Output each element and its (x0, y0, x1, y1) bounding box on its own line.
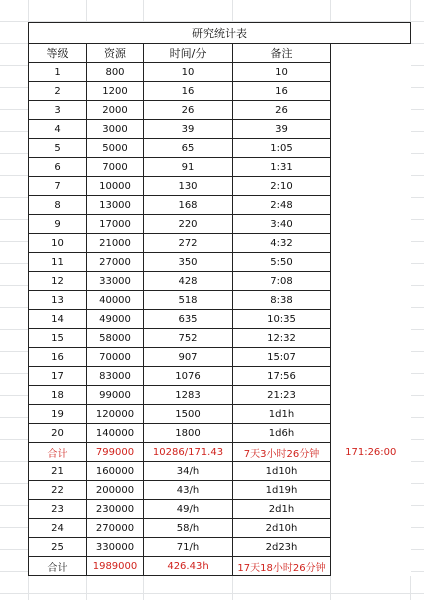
table-cell[interactable]: 99000 (87, 386, 144, 405)
header-cell[interactable]: 等级 (29, 44, 87, 63)
table-row (29, 291, 411, 310)
total-resource-cell[interactable]: 799000 (87, 443, 144, 462)
table-cell[interactable]: 1800 (144, 424, 233, 443)
table-cell[interactable]: 272 (144, 234, 233, 253)
table-cell[interactable]: 10 (233, 63, 331, 82)
table-cell[interactable]: 17000 (87, 215, 144, 234)
table-cell[interactable]: 10 (144, 63, 233, 82)
table-cell[interactable]: 12:32 (233, 329, 331, 348)
empty-cell[interactable] (331, 139, 411, 158)
table-cell[interactable]: 120000 (87, 405, 144, 424)
table-row (29, 348, 411, 367)
table-cell[interactable]: 200000 (87, 481, 144, 500)
table-cell[interactable]: 1:05 (233, 139, 331, 158)
table-cell[interactable]: 26 (144, 101, 233, 120)
table-cell[interactable]: 3:40 (233, 215, 331, 234)
empty-cell[interactable] (331, 481, 411, 500)
table-row (29, 310, 411, 329)
table-cell[interactable]: 43/h (144, 481, 233, 500)
header-cell[interactable]: 时间/分 (144, 44, 233, 63)
table-cell[interactable]: 7:08 (233, 272, 331, 291)
table-cell[interactable]: 752 (144, 329, 233, 348)
table-cell[interactable]: 2:10 (233, 177, 331, 196)
table-cell[interactable]: 2d1h (233, 500, 331, 519)
table-cell[interactable]: 8 (29, 196, 87, 215)
table-row (29, 196, 411, 215)
table-row (29, 234, 411, 253)
table-cell[interactable]: 907 (144, 348, 233, 367)
table-cell[interactable]: 5:50 (233, 253, 331, 272)
empty-cell[interactable] (331, 462, 411, 481)
empty-cell[interactable] (331, 310, 411, 329)
table-cell[interactable]: 1d10h (233, 462, 331, 481)
table-row (29, 139, 411, 158)
table-cell[interactable]: 16 (144, 82, 233, 101)
subtotal-row (29, 443, 411, 462)
header-cell[interactable]: 备注 (233, 44, 331, 63)
empty-cell[interactable] (331, 519, 411, 538)
table-cell[interactable]: 800 (87, 63, 144, 82)
table-cell[interactable]: 22 (29, 481, 87, 500)
table-cell[interactable]: 13000 (87, 196, 144, 215)
table-cell[interactable]: 1d6h (233, 424, 331, 443)
table-cell[interactable]: 140000 (87, 424, 144, 443)
empty-cell[interactable] (331, 158, 411, 177)
table-cell[interactable]: 2 (29, 82, 87, 101)
table-cell[interactable]: 91 (144, 158, 233, 177)
table-cell[interactable]: 168 (144, 196, 233, 215)
table-cell[interactable]: 1500 (144, 405, 233, 424)
table-cell[interactable]: 7 (29, 177, 87, 196)
table-cell[interactable]: 26 (233, 101, 331, 120)
table-cell[interactable]: 1200 (87, 82, 144, 101)
empty-cell[interactable] (331, 196, 411, 215)
grand-total-row (29, 557, 411, 576)
table-cell[interactable]: 13 (29, 291, 87, 310)
table-cell[interactable]: 16 (233, 82, 331, 101)
header-row (29, 44, 411, 63)
table-cell[interactable]: 39 (144, 120, 233, 139)
table-cell[interactable]: 7000 (87, 158, 144, 177)
table-cell[interactable]: 10 (29, 234, 87, 253)
table-title[interactable]: 研究统计表 (29, 23, 411, 44)
table-row (29, 253, 411, 272)
empty-cell[interactable] (331, 538, 411, 557)
table-cell[interactable]: 5000 (87, 139, 144, 158)
table-cell[interactable]: 3 (29, 101, 87, 120)
table-cell[interactable]: 49/h (144, 500, 233, 519)
table-row (29, 462, 411, 481)
table-cell[interactable]: 5 (29, 139, 87, 158)
table-row (29, 405, 411, 424)
empty-cell[interactable] (331, 177, 411, 196)
empty-cell[interactable] (331, 348, 411, 367)
table-cell[interactable]: 130 (144, 177, 233, 196)
table-cell[interactable]: 27000 (87, 253, 144, 272)
table-cell[interactable]: 34/h (144, 462, 233, 481)
research-stats-table (28, 22, 411, 576)
table-row (29, 82, 411, 101)
table-row (29, 500, 411, 519)
total-label-cell[interactable]: 合计 (29, 443, 87, 462)
table-cell[interactable]: 58000 (87, 329, 144, 348)
table-row (29, 158, 411, 177)
empty-cell[interactable] (331, 234, 411, 253)
table-cell[interactable]: 428 (144, 272, 233, 291)
table-cell[interactable]: 1d19h (233, 481, 331, 500)
table-cell[interactable]: 6 (29, 158, 87, 177)
empty-cell[interactable] (331, 557, 411, 576)
table-cell[interactable]: 220 (144, 215, 233, 234)
table-row (29, 215, 411, 234)
empty-cell[interactable] (331, 120, 411, 139)
table-row (29, 367, 411, 386)
total-note-cell[interactable]: 7天3小时26分钟 (233, 443, 331, 462)
title-row (29, 23, 411, 44)
total-label-cell[interactable]: 合计 (29, 557, 87, 576)
table-row (29, 63, 411, 82)
table-cell[interactable]: 17 (29, 367, 87, 386)
table-cell[interactable]: 1283 (144, 386, 233, 405)
table-row (29, 101, 411, 120)
table-cell[interactable]: 12 (29, 272, 87, 291)
empty-cell[interactable] (331, 82, 411, 101)
table-cell[interactable]: 15 (29, 329, 87, 348)
table-cell[interactable]: 21:23 (233, 386, 331, 405)
table-cell[interactable]: 15:07 (233, 348, 331, 367)
table-row (29, 177, 411, 196)
table-cell[interactable]: 14 (29, 310, 87, 329)
table-cell[interactable]: 40000 (87, 291, 144, 310)
empty-cell[interactable] (331, 215, 411, 234)
empty-cell[interactable] (331, 405, 411, 424)
table-cell[interactable]: 19 (29, 405, 87, 424)
table-cell[interactable]: 21 (29, 462, 87, 481)
table-row (29, 519, 411, 538)
table-cell[interactable]: 230000 (87, 500, 144, 519)
empty-cell[interactable] (331, 101, 411, 120)
table-cell[interactable]: 2000 (87, 101, 144, 120)
table-cell[interactable]: 350 (144, 253, 233, 272)
table-row (29, 120, 411, 139)
table-cell[interactable]: 4:32 (233, 234, 331, 253)
table-cell[interactable]: 518 (144, 291, 233, 310)
table-cell[interactable]: 635 (144, 310, 233, 329)
empty-cell[interactable] (331, 44, 411, 63)
total-time-cell[interactable]: 426.43h (144, 557, 233, 576)
table-cell[interactable]: 10:35 (233, 310, 331, 329)
total-note-cell[interactable]: 17天18小时26分钟 (233, 557, 331, 576)
table-cell[interactable]: 18 (29, 386, 87, 405)
table-cell[interactable]: 83000 (87, 367, 144, 386)
table-cell[interactable]: 2d23h (233, 538, 331, 557)
empty-cell[interactable] (331, 329, 411, 348)
table-row (29, 538, 411, 557)
table-cell[interactable]: 70000 (87, 348, 144, 367)
table-cell[interactable]: 1 (29, 63, 87, 82)
table-cell[interactable]: 21000 (87, 234, 144, 253)
empty-cell[interactable] (331, 500, 411, 519)
table-cell[interactable]: 270000 (87, 519, 144, 538)
table-cell[interactable]: 24 (29, 519, 87, 538)
table-cell[interactable]: 33000 (87, 272, 144, 291)
table-cell[interactable]: 23 (29, 500, 87, 519)
table-cell[interactable]: 8:38 (233, 291, 331, 310)
table-cell[interactable]: 1d1h (233, 405, 331, 424)
table-row (29, 424, 411, 443)
table-row (29, 481, 411, 500)
table-cell[interactable]: 3000 (87, 120, 144, 139)
table-cell[interactable]: 39 (233, 120, 331, 139)
table-cell[interactable]: 4 (29, 120, 87, 139)
table-cell[interactable]: 25 (29, 538, 87, 557)
table-cell[interactable]: 9 (29, 215, 87, 234)
table-row (29, 272, 411, 291)
table-row (29, 386, 411, 405)
table-cell[interactable]: 160000 (87, 462, 144, 481)
table-cell[interactable]: 65 (144, 139, 233, 158)
table-cell[interactable]: 58/h (144, 519, 233, 538)
empty-cell[interactable] (331, 386, 411, 405)
header-cell[interactable]: 资源 (87, 44, 144, 63)
empty-cell[interactable] (331, 63, 411, 82)
total-time-cell[interactable]: 10286/171.43 (144, 443, 233, 462)
table-row (29, 329, 411, 348)
empty-cell[interactable] (331, 367, 411, 386)
table-cell[interactable]: 11 (29, 253, 87, 272)
table-cell[interactable]: 10000 (87, 177, 144, 196)
table-cell[interactable]: 330000 (87, 538, 144, 557)
table-cell[interactable]: 1076 (144, 367, 233, 386)
empty-cell[interactable] (331, 272, 411, 291)
empty-cell[interactable] (331, 253, 411, 272)
table-cell[interactable]: 71/h (144, 538, 233, 557)
empty-cell[interactable] (331, 424, 411, 443)
table-cell[interactable]: 2:48 (233, 196, 331, 215)
table-cell[interactable]: 2d10h (233, 519, 331, 538)
total-extra-cell[interactable]: 171:26:00 (345, 446, 397, 458)
table-cell[interactable]: 20 (29, 424, 87, 443)
table-cell[interactable]: 17:56 (233, 367, 331, 386)
empty-cell[interactable] (331, 291, 411, 310)
table-cell[interactable]: 16 (29, 348, 87, 367)
table-cell[interactable]: 49000 (87, 310, 144, 329)
total-resource-cell[interactable]: 1989000 (87, 557, 144, 576)
table-cell[interactable]: 1:31 (233, 158, 331, 177)
